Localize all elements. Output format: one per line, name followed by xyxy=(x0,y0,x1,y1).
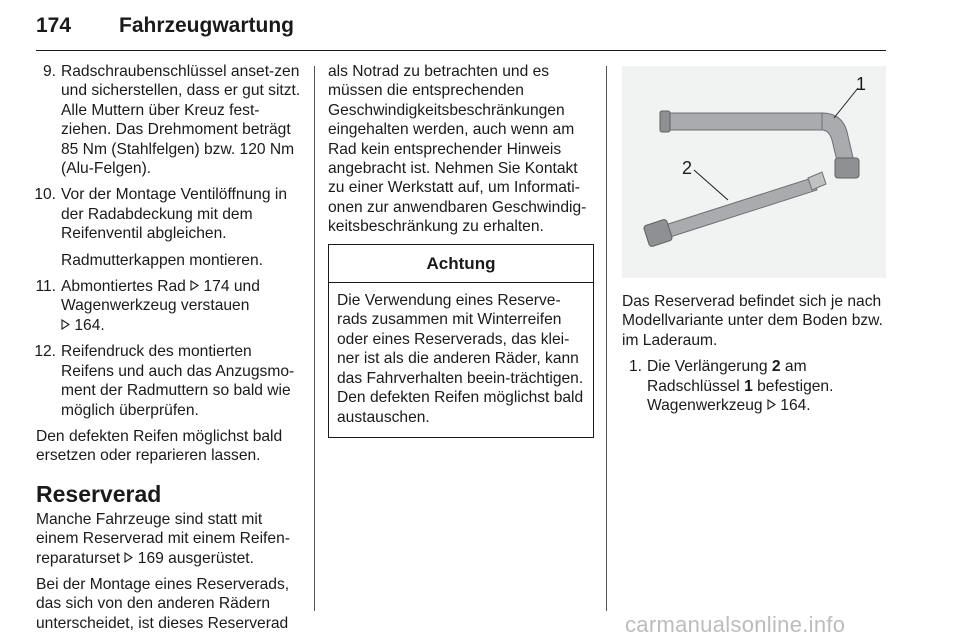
watermark: carmanualsonline.info xyxy=(625,612,846,637)
column-2 xyxy=(328,62,594,438)
step-number: 9. xyxy=(42,63,56,80)
paragraph: Das Reserverad befindet sich je nach Modellvariante unter dem Boden bzw. im Laderaum. xyxy=(622,293,883,349)
page-ref[interactable]: 174 xyxy=(203,278,230,296)
step-item xyxy=(36,185,302,270)
page-number: 174 xyxy=(36,14,72,37)
warning-body: Die Verwendung eines Reserve-rads zusammen mit Winterreifen oder eines Reserverads, das klei-ner ist als die anderen Räder, kann das Fahrverhalten beein-trächtigen. Den defekten Reifen möglichst bald austauschen. xyxy=(337,292,584,426)
part-number: 2 xyxy=(771,358,781,376)
section-title: Fahrzeugwartung xyxy=(119,14,295,37)
warning-box xyxy=(328,244,594,438)
page-ref[interactable]: 164. xyxy=(74,316,105,334)
step-item xyxy=(622,357,888,415)
step-text: Abmontiertes Rad xyxy=(61,278,186,296)
step-text: Die Verlängerung xyxy=(647,358,768,376)
step-item xyxy=(36,342,302,420)
step-item xyxy=(36,62,302,178)
step-number: 1. xyxy=(628,358,642,376)
column-divider-2 xyxy=(606,66,607,611)
page-ref[interactable]: 169 xyxy=(137,549,164,567)
page-ref[interactable]: 164. xyxy=(780,397,811,415)
column-divider-1 xyxy=(314,66,315,611)
paragraph xyxy=(36,510,302,568)
column-3 xyxy=(622,292,888,422)
step-subtext: Radmutterkappen montieren. xyxy=(61,251,263,269)
column-1 xyxy=(36,62,302,640)
figure-label-1: 1 xyxy=(856,74,867,94)
page-ref-arrow-icon xyxy=(767,399,776,410)
step-number: 10. xyxy=(34,186,56,204)
step-text: befestigen. Wagenwerkzeug xyxy=(647,377,834,415)
paragraph: als Notrad zu betrachten und es müssen die entsprechenden Geschwindigkeitsbeschränkungen eingehalten werden, auch wenn am Rad kein entsprechender Hinweis angebracht ist. Nehmen Sie Kontakt zu einer Werkstatt auf, um Informati-onen zur anwendbaren Geschwindig-keitsbeschränkung zu erhalten. xyxy=(328,63,587,236)
section-heading: Reserverad xyxy=(36,480,162,507)
step-list xyxy=(36,62,302,420)
wheel-wrench-figure xyxy=(622,66,886,278)
step-text: Reifendruck des montierten Reifens und auch das Anzugsmo-ment der Radmuttern so bald wie möglich überprüfen. xyxy=(61,343,295,419)
paragraph-text: ausgerüstet. xyxy=(168,549,254,567)
page-ref-arrow-icon xyxy=(61,319,70,330)
step-number: 12. xyxy=(34,343,56,361)
wheel-wrench-illustration xyxy=(622,66,886,278)
step-item xyxy=(36,277,302,335)
paragraph: Den defekten Reifen möglichst bald ersetzen oder reparieren lassen. xyxy=(36,427,283,465)
step-number: 11. xyxy=(35,278,56,296)
page-ref-arrow-icon xyxy=(190,280,199,291)
paragraph: Bei der Montage eines Reserverads, das sich von den anderen Rädern unterscheidet, ist dieses Reserverad xyxy=(36,575,290,632)
page-ref-arrow-icon xyxy=(124,552,133,563)
page-header xyxy=(36,0,886,51)
paragraph-text: Manche Fahrzeuge sind statt mit einem Reserverad mit einem Reifen-reparaturset xyxy=(36,510,290,567)
step-list xyxy=(622,357,888,415)
part-number: 1 xyxy=(744,377,753,395)
step-text: am Radschlüssel xyxy=(647,358,807,395)
figure-label-2: 2 xyxy=(682,158,693,178)
step-text: und Wagenwerkzeug verstauen xyxy=(61,278,260,315)
step-text: Vor der Montage Ventilöffnung in der Radabdeckung mit dem Reifenventil abgleichen. xyxy=(61,186,287,243)
warning-title: Achtung xyxy=(329,245,593,283)
step-text: Radschraubenschlüssel anset-zen und sicherstellen, dass er gut sitzt. Alle Muttern über Kreuz fest-ziehen. Das Drehmoment beträgt 85 Nm (Stahlfelgen) bzw. 120 Nm (Alu-Felgen). xyxy=(61,63,301,178)
